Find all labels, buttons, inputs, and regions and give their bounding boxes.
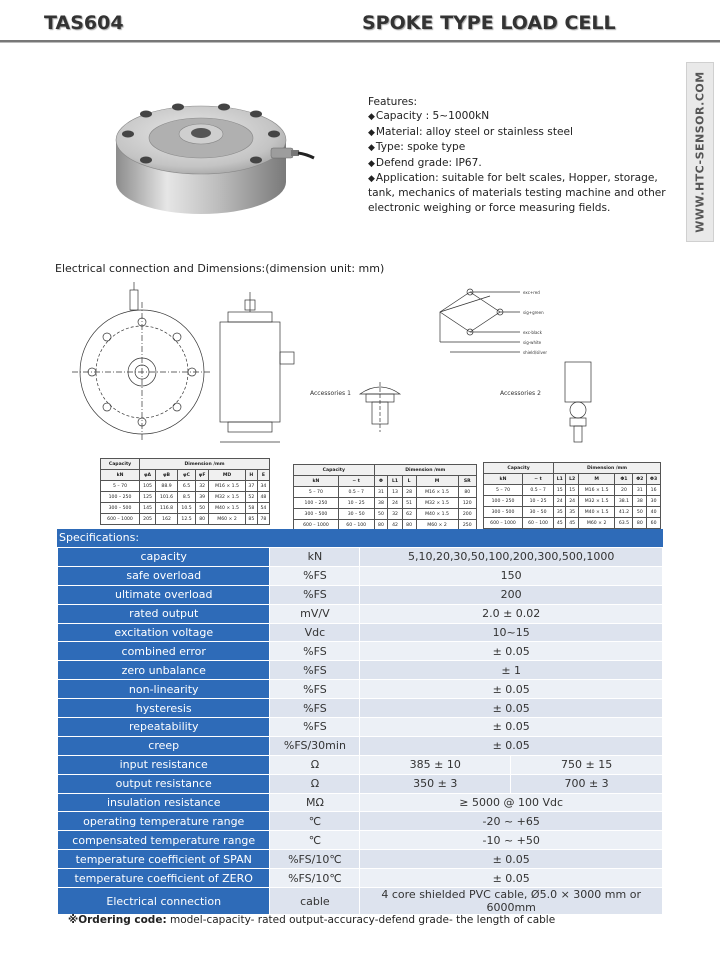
table-header: M xyxy=(578,474,615,485)
accessories-1-drawing xyxy=(360,382,400,432)
features-block xyxy=(368,95,678,215)
spec-row xyxy=(58,736,663,755)
table-header: Φ xyxy=(374,476,388,487)
table-header: H xyxy=(245,470,257,481)
table-cell: 300 – 500 xyxy=(101,503,140,514)
spec-unit: %FS/10℃ xyxy=(270,869,360,888)
table-cell: 100 – 250 xyxy=(484,496,523,507)
table-header: φF xyxy=(196,470,209,481)
table-header: kN xyxy=(294,476,339,487)
table-cell: 40 xyxy=(647,507,661,518)
spec-unit: Ω xyxy=(270,774,360,793)
table-cell: 62 xyxy=(402,509,416,520)
spec-parameter: capacity xyxy=(58,548,270,567)
table-cell: 120 xyxy=(458,498,476,509)
spec-row xyxy=(58,548,663,567)
table-header: L1 xyxy=(388,476,402,487)
page-title: SPOKE TYPE LOAD CELL xyxy=(362,12,616,34)
table-caption: Capacity xyxy=(101,459,140,470)
specifications-title: Specifications: xyxy=(57,529,663,547)
table-cell: 600 – 1000 xyxy=(294,520,339,531)
header-divider xyxy=(0,40,720,43)
spec-parameter: insulation resistance xyxy=(58,793,270,812)
spec-unit: %FS xyxy=(270,718,360,737)
feature-item: ◆ Capacity : 5~1000kN xyxy=(368,109,678,124)
table-cell: 45 xyxy=(566,518,578,529)
table-row xyxy=(294,509,477,520)
table-cell: 600 – 1000 xyxy=(484,518,523,529)
table-row xyxy=(294,498,477,509)
spec-parameter: zero unbalance xyxy=(58,661,270,680)
table-cell: M16 × 1.5 xyxy=(416,487,458,498)
table-row xyxy=(484,485,661,496)
dimension-table-2 xyxy=(293,464,477,531)
spec-row xyxy=(58,850,663,869)
table-cell: 52 xyxy=(245,492,257,503)
table-cell: 8.5 xyxy=(178,492,196,503)
wiring-diagram xyxy=(440,289,520,352)
spec-value: ± 0.05 xyxy=(360,850,663,869)
table-header: Φ2 xyxy=(633,474,647,485)
table-header: φB xyxy=(156,470,178,481)
spec-value: ± 0.05 xyxy=(360,869,663,888)
table-header: SR xyxy=(458,476,476,487)
table-cell: 28 xyxy=(402,487,416,498)
load-cell-photo xyxy=(106,92,316,222)
spec-parameter: temperature coefficient of SPAN xyxy=(58,850,270,869)
spec-row xyxy=(58,793,663,812)
table-cell: 600 – 1000 xyxy=(101,514,140,525)
table-cell: 24 xyxy=(566,496,578,507)
spec-parameter: ultimate overload xyxy=(58,585,270,604)
spec-unit: cable xyxy=(270,888,360,915)
dimension-drawings xyxy=(70,282,670,452)
table-cell: 50 xyxy=(196,503,209,514)
spec-row xyxy=(58,831,663,850)
table-cell: 145 xyxy=(140,503,156,514)
spec-unit: kN xyxy=(270,548,360,567)
spec-parameter: safe overload xyxy=(58,566,270,585)
spec-row xyxy=(58,642,663,661)
spec-unit: ℃ xyxy=(270,831,360,850)
spec-value: ± 0.05 xyxy=(360,680,663,699)
table-cell: 80 xyxy=(196,514,209,525)
spec-value: 5,10,20,30,50,100,200,300,500,1000 xyxy=(360,548,663,567)
table-cell: 13 xyxy=(388,487,402,498)
table-cell: 162 xyxy=(156,514,178,525)
spec-parameter: output resistance xyxy=(58,774,270,793)
table-header: kN xyxy=(484,474,523,485)
table-caption: Capacity xyxy=(484,463,554,474)
spec-value: ± 1 xyxy=(360,661,663,680)
wire-label: exc-black xyxy=(523,330,542,335)
table-cell: 34 xyxy=(257,481,269,492)
accessories-2-drawing xyxy=(565,362,591,442)
table-cell: 80 xyxy=(374,520,388,531)
wire-label: sig+green xyxy=(523,310,544,315)
table-cell: 88.9 xyxy=(156,481,178,492)
spec-unit: %FS xyxy=(270,585,360,604)
table-cell: 80 xyxy=(402,520,416,531)
spec-value: -20 ~ +65 xyxy=(360,812,663,831)
spec-parameter: compensated temperature range xyxy=(58,831,270,850)
table-cell: M16 × 1.5 xyxy=(578,485,615,496)
table-header: Φ3 xyxy=(647,474,661,485)
spec-value: 350 ± 3 xyxy=(360,774,511,793)
table-header: E xyxy=(257,470,269,481)
table-cell: 10 – 25 xyxy=(523,496,554,507)
table-cell: 15 xyxy=(554,485,566,496)
table-cell: 30 – 50 xyxy=(338,509,374,520)
table-cell: 38 xyxy=(374,498,388,509)
table-cell: 100 – 250 xyxy=(294,498,339,509)
spec-row xyxy=(58,604,663,623)
table-cell: 50 xyxy=(633,507,647,518)
spec-value: 385 ± 10 xyxy=(360,755,511,774)
table-header: L1 xyxy=(554,474,566,485)
table-cell: 48 xyxy=(257,492,269,503)
model-number: TAS604 xyxy=(44,12,124,34)
spec-row xyxy=(58,869,663,888)
table-cell: 0.5 – 7 xyxy=(338,487,374,498)
spec-parameter: repeatability xyxy=(58,718,270,737)
table-cell: 38.1 xyxy=(615,496,633,507)
table-cell: 38 xyxy=(633,496,647,507)
table-cell: 50 xyxy=(374,509,388,520)
table-header: ~ t xyxy=(523,474,554,485)
wire-label: shield/silver xyxy=(523,350,547,355)
spec-parameter: excitation voltage xyxy=(58,623,270,642)
feature-item: ◆ Defend grade: IP67. xyxy=(368,156,678,171)
feature-item: ◆ Type: spoke type xyxy=(368,140,678,155)
spec-row xyxy=(58,718,663,737)
table-cell: 101.6 xyxy=(156,492,178,503)
page-header xyxy=(0,0,720,44)
spec-value: ± 0.05 xyxy=(360,736,663,755)
table-cell: 105 xyxy=(140,481,156,492)
spec-value: 150 xyxy=(360,566,663,585)
spec-value: 10~15 xyxy=(360,623,663,642)
spec-value: ± 0.05 xyxy=(360,718,663,737)
table-cell: 5 – 70 xyxy=(294,487,339,498)
table-cell: 20 xyxy=(615,485,633,496)
spec-row xyxy=(58,623,663,642)
spec-unit: mV/V xyxy=(270,604,360,623)
table-cell: 5 – 70 xyxy=(484,485,523,496)
spec-unit: ℃ xyxy=(270,812,360,831)
table-cell: 24 xyxy=(388,498,402,509)
table-header: φA xyxy=(140,470,156,481)
spec-unit: %FS xyxy=(270,566,360,585)
table-cell: 41.2 xyxy=(615,507,633,518)
spec-row xyxy=(58,585,663,604)
wire-label: exc+red xyxy=(523,290,540,295)
table-cell: 51 xyxy=(402,498,416,509)
top-view-drawing xyxy=(72,282,212,442)
table-header: Φ1 xyxy=(615,474,633,485)
spec-unit: %FS/30min xyxy=(270,736,360,755)
spec-unit: %FS xyxy=(270,699,360,718)
table-cell: M32 × 1.5 xyxy=(209,492,246,503)
table-cell: M32 × 1.5 xyxy=(416,498,458,509)
table-cell: 5 – 70 xyxy=(101,481,140,492)
table-cell: 42 xyxy=(388,520,402,531)
spec-row xyxy=(58,888,663,915)
dimension-table-1 xyxy=(100,458,270,525)
ordering-code-label: ※Ordering code: xyxy=(68,914,167,926)
ordering-code xyxy=(68,914,555,926)
table-cell: 300 – 500 xyxy=(294,509,339,520)
table-cell: 100 – 250 xyxy=(101,492,140,503)
table-cell: 116.8 xyxy=(156,503,178,514)
table-header: φC xyxy=(178,470,196,481)
dimensions-section-label: Electrical connection and Dimensions:(dimension unit: mm) xyxy=(55,262,385,275)
table-row xyxy=(294,487,477,498)
table-cell: 12.5 xyxy=(178,514,196,525)
table-cell: 31 xyxy=(374,487,388,498)
table-row xyxy=(101,492,270,503)
spec-value: -10 ~ +50 xyxy=(360,831,663,850)
feature-item: ◆ Material: alloy steel or stainless steel xyxy=(368,125,678,140)
accessories-1-label: Accessories 1 xyxy=(310,390,351,397)
table-cell: 60 – 100 xyxy=(523,518,554,529)
wiring-labels xyxy=(523,290,547,355)
table-cell: 32 xyxy=(196,481,209,492)
table-cell: 24 xyxy=(554,496,566,507)
feature-item: ◆ Application: suitable for belt scales, Hopper, storage, tank, mechanics of materials testing machine and other electronic weighing or force measuring fields. xyxy=(368,171,678,215)
table-cell: 6.5 xyxy=(178,481,196,492)
specifications-table xyxy=(57,547,663,915)
table-cell: 15 xyxy=(566,485,578,496)
table-cell: M40 × 1.5 xyxy=(209,503,246,514)
spec-unit: Vdc xyxy=(270,623,360,642)
table-cell: 54 xyxy=(257,503,269,514)
spec-parameter: non-linearity xyxy=(58,680,270,699)
table-row xyxy=(484,518,661,529)
features-title: Features: xyxy=(368,96,418,108)
side-view-drawing xyxy=(220,292,294,442)
table-cell: 125 xyxy=(140,492,156,503)
table-caption: Capacity xyxy=(294,465,375,476)
table-cell: 32 xyxy=(388,509,402,520)
spec-row xyxy=(58,661,663,680)
spec-unit: %FS/10℃ xyxy=(270,850,360,869)
table-cell: 16 xyxy=(647,485,661,496)
spec-unit: %FS xyxy=(270,680,360,699)
wire-label: sig-white xyxy=(523,340,542,345)
table-cell: 200 xyxy=(458,509,476,520)
website-side-tab xyxy=(686,62,714,242)
table-cell: 205 xyxy=(140,514,156,525)
table-row xyxy=(101,503,270,514)
table-cell: 60 – 100 xyxy=(338,520,374,531)
table-cell: M40 × 1.5 xyxy=(578,507,615,518)
table-row xyxy=(101,481,270,492)
table-cell: 85 xyxy=(245,514,257,525)
table-cell: 35 xyxy=(554,507,566,518)
table-cell: M32 × 1.5 xyxy=(578,496,615,507)
table-cell: 45 xyxy=(554,518,566,529)
spec-parameter: operating temperature range xyxy=(58,812,270,831)
table-row xyxy=(484,496,661,507)
spec-parameter: creep xyxy=(58,736,270,755)
spec-parameter: rated output xyxy=(58,604,270,623)
spec-unit: MΩ xyxy=(270,793,360,812)
table-header: MD xyxy=(209,470,246,481)
spec-parameter: input resistance xyxy=(58,755,270,774)
spec-value-alt: 700 ± 3 xyxy=(511,774,663,793)
spec-value-alt: 750 ± 15 xyxy=(511,755,663,774)
table-cell: 80 xyxy=(633,518,647,529)
table-header: L2 xyxy=(566,474,578,485)
spec-parameter: hysteresis xyxy=(58,699,270,718)
spec-value: ± 0.05 xyxy=(360,699,663,718)
table-cell: 58 xyxy=(245,503,257,514)
table-header: L xyxy=(402,476,416,487)
table-cell: 10 – 25 xyxy=(338,498,374,509)
spec-row xyxy=(58,699,663,718)
spec-row xyxy=(58,680,663,699)
spec-row xyxy=(58,774,663,793)
table-cell: M60 × 2 xyxy=(578,518,615,529)
table-cell: 63.5 xyxy=(615,518,633,529)
spec-value: ≥ 5000 @ 100 Vdc xyxy=(360,793,663,812)
table-cell: M60 × 2 xyxy=(209,514,246,525)
spec-parameter: temperature coefficient of ZERO xyxy=(58,869,270,888)
table-cell: M60 × 2 xyxy=(416,520,458,531)
spec-parameter: combined error xyxy=(58,642,270,661)
spec-unit: Ω xyxy=(270,755,360,774)
table-row xyxy=(484,507,661,518)
table-cell: M40 × 1.5 xyxy=(416,509,458,520)
table-header: ~ t xyxy=(338,476,374,487)
table-cell: 78 xyxy=(257,514,269,525)
table-header: M xyxy=(416,476,458,487)
table-cell: 250 xyxy=(458,520,476,531)
spec-value: 4 core shielded PVC cable, Ø5.0 × 3000 mm or 6000mm xyxy=(360,888,663,915)
table-cell: 80 xyxy=(458,487,476,498)
table-cell: 0.5 – 7 xyxy=(523,485,554,496)
spec-value: 2.0 ± 0.02 xyxy=(360,604,663,623)
spec-value: 200 xyxy=(360,585,663,604)
accessories-2-label: Accessories 2 xyxy=(500,390,541,397)
table-cell: 35 xyxy=(566,507,578,518)
spec-unit: %FS xyxy=(270,642,360,661)
table-cell: 31 xyxy=(633,485,647,496)
spec-row xyxy=(58,812,663,831)
table-caption: Dimension /mm xyxy=(374,465,476,476)
dimension-table-3 xyxy=(483,462,661,529)
table-cell: 30 xyxy=(647,496,661,507)
table-cell: 30 – 50 xyxy=(523,507,554,518)
table-cell: M16 × 1.5 xyxy=(209,481,246,492)
spec-row xyxy=(58,755,663,774)
table-cell: 10.5 xyxy=(178,503,196,514)
website-label: WWW.HTC-SENSOR.COM xyxy=(693,71,707,233)
table-row xyxy=(101,514,270,525)
ordering-code-text: model-capacity- rated output-accuracy-defend grade- the length of cable xyxy=(166,914,556,926)
spec-row xyxy=(58,566,663,585)
spec-parameter: Electrical connection xyxy=(58,888,270,915)
spec-value: ± 0.05 xyxy=(360,642,663,661)
table-header: kN xyxy=(101,470,140,481)
table-cell: 300 – 500 xyxy=(484,507,523,518)
table-caption: Dimension /mm xyxy=(554,463,661,474)
spec-unit: %FS xyxy=(270,661,360,680)
table-cell: 60 xyxy=(647,518,661,529)
table-cell: 39 xyxy=(196,492,209,503)
table-cell: 37 xyxy=(245,481,257,492)
table-caption: Dimension /mm xyxy=(140,459,270,470)
